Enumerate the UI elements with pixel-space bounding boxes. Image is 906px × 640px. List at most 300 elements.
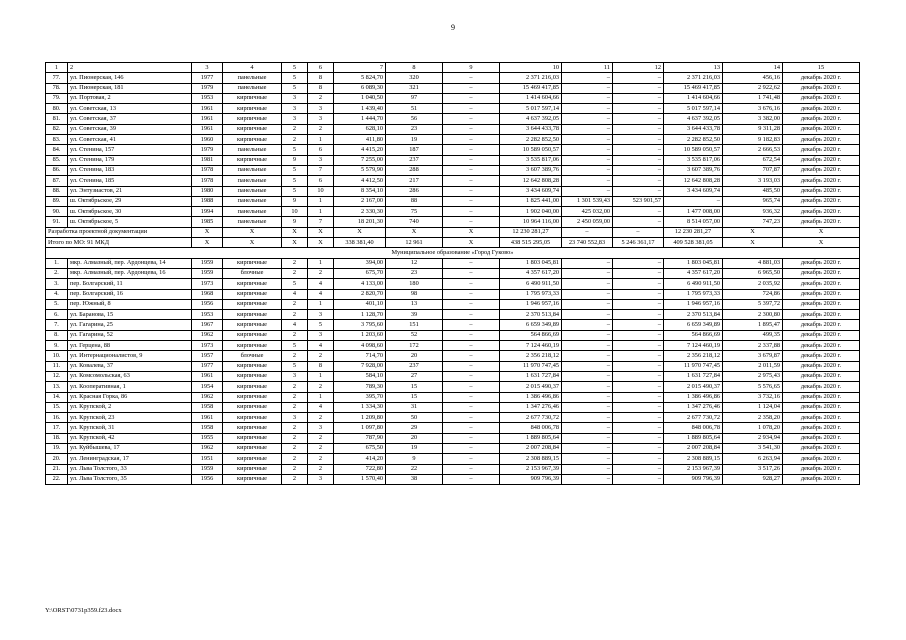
table-cell: 8 514 057,00	[664, 217, 723, 227]
table-cell: 2	[282, 443, 308, 453]
table-cell: кирпичные	[223, 124, 282, 134]
table-cell: декабрь 2020 г.	[783, 268, 860, 278]
table-cell: 237	[386, 361, 443, 371]
table-cell: –	[613, 351, 664, 361]
table-cell: –	[613, 124, 664, 134]
table-cell: –	[562, 176, 613, 186]
table-cell: 2 015 490,37	[500, 382, 562, 392]
table-cell: декабрь 2020 г.	[783, 217, 860, 227]
table-cell: 15 469 417,85	[664, 83, 723, 93]
table-cell: кирпичные	[223, 371, 282, 381]
table-cell: 6	[308, 176, 334, 186]
table-cell: 1 825 441,00	[500, 196, 562, 206]
table-cell: –	[613, 320, 664, 330]
table-cell: 2	[308, 413, 334, 423]
table-cell: 5	[282, 63, 308, 73]
table-cell: кирпичные	[223, 413, 282, 423]
table-row	[46, 114, 860, 124]
table-cell: 1957	[192, 351, 223, 361]
table-cell: 5	[282, 145, 308, 155]
table-row	[46, 371, 860, 381]
table-cell: 2 370 513,84	[500, 310, 562, 320]
table-cell: 13	[386, 299, 443, 309]
table-cell: –	[443, 279, 500, 289]
table-cell: панельные	[223, 196, 282, 206]
table-cell: 6 089,30	[334, 83, 386, 93]
table-cell: Х	[783, 227, 860, 237]
table-cell: –	[443, 443, 500, 453]
table-cell: 2 330,30	[334, 207, 386, 217]
table-cell: 5	[282, 361, 308, 371]
table-cell: декабрь 2020 г.	[783, 371, 860, 381]
table-cell: 23	[386, 268, 443, 278]
table-cell: 4	[308, 402, 334, 412]
table-cell: 4 098,60	[334, 341, 386, 351]
table-cell: 928,27	[723, 474, 783, 484]
table-cell: блочные	[223, 351, 282, 361]
table-cell: 1	[308, 135, 334, 145]
table-cell: 1 741,48	[723, 93, 783, 103]
table-cell: 1 444,70	[334, 114, 386, 124]
table-cell: 584,10	[334, 371, 386, 381]
table-row	[46, 299, 860, 309]
table-cell: ш. Октябрьское, 29	[68, 196, 192, 206]
table-cell: –	[443, 371, 500, 381]
table-cell: –	[562, 279, 613, 289]
table-cell: 15	[386, 382, 443, 392]
table-cell: 4 881,03	[723, 258, 783, 268]
table-cell: Х	[334, 227, 386, 237]
table-cell: –	[613, 361, 664, 371]
table-cell: 1956	[192, 474, 223, 484]
table-cell: 1 795 973,33	[500, 289, 562, 299]
table-cell: 12 230 281,27	[664, 227, 723, 237]
table-cell: 1 803 045,81	[500, 258, 562, 268]
table-cell: 31	[386, 402, 443, 412]
table-cell: –	[443, 433, 500, 443]
table-cell: 4 637 392,05	[664, 114, 723, 124]
table-cell: 1978	[192, 165, 223, 175]
table-cell: блочные	[223, 268, 282, 278]
table-cell: 1	[308, 299, 334, 309]
table-cell: 2 666,53	[723, 145, 783, 155]
table-cell: 1 301 539,43	[562, 196, 613, 206]
table-cell: декабрь 2020 г.	[783, 361, 860, 371]
table-cell: 1 439,40	[334, 104, 386, 114]
table-cell: 523 901,57	[613, 196, 664, 206]
table-cell: ул. Портовая, 2	[68, 93, 192, 103]
table-cell: 27	[386, 371, 443, 381]
table-cell: кирпичные	[223, 310, 282, 320]
table-cell: –	[562, 474, 613, 484]
table-row	[46, 135, 860, 145]
table-cell: 3 644 433,78	[500, 124, 562, 134]
table-cell: 237	[386, 155, 443, 165]
table-cell: 1959	[192, 464, 223, 474]
table-cell: Х	[282, 238, 308, 248]
table-cell: –	[562, 124, 613, 134]
table-cell: –	[443, 382, 500, 392]
table-cell: 2	[308, 433, 334, 443]
municipality-heading-row	[46, 248, 860, 258]
table-cell: 2	[308, 93, 334, 103]
table-cell: 10	[308, 186, 334, 196]
table-cell: 714,70	[334, 351, 386, 361]
table-cell: 2	[282, 258, 308, 268]
table-cell: пер. Болгарский, 11	[68, 279, 192, 289]
table-row	[46, 145, 860, 155]
table-cell: декабрь 2020 г.	[783, 413, 860, 423]
table-cell: –	[562, 258, 613, 268]
table-row	[46, 165, 860, 175]
table-cell: 2 153 967,39	[500, 464, 562, 474]
table-cell: –	[613, 114, 664, 124]
table-cell: 15.	[46, 402, 68, 412]
table-cell: кирпичные	[223, 443, 282, 453]
table-cell: 12 642 808,28	[500, 176, 562, 186]
table-cell: 16.	[46, 413, 68, 423]
table-cell: 6 490 911,50	[500, 279, 562, 289]
table-cell: кирпичные	[223, 361, 282, 371]
table-cell: 1994	[192, 207, 223, 217]
table-cell: Х	[443, 227, 500, 237]
table-cell: 4	[282, 289, 308, 299]
table-cell: 84.	[46, 145, 68, 155]
table-cell: ул. Советская, 37	[68, 114, 192, 124]
table-cell: Х	[783, 238, 860, 248]
table-cell: 3	[308, 310, 334, 320]
table-cell: декабрь 2020 г.	[783, 207, 860, 217]
table-cell: 2	[308, 351, 334, 361]
table-cell: 564 866,69	[500, 330, 562, 340]
table-cell: 4 415,20	[334, 145, 386, 155]
table-cell: –	[613, 382, 664, 392]
table-cell: кирпичные	[223, 464, 282, 474]
table-cell: 10	[282, 207, 308, 217]
table-cell: 2 820,70	[334, 289, 386, 299]
table-row	[46, 454, 860, 464]
table-cell: –	[443, 83, 500, 93]
table-cell: –	[613, 207, 664, 217]
table-cell: мкр. Алмазный, пер. Ардонцева, 16	[68, 268, 192, 278]
table-cell: 5	[282, 341, 308, 351]
table-cell: 5	[282, 186, 308, 196]
table-cell: 3 517,26	[723, 464, 783, 474]
table-row	[46, 279, 860, 289]
table-cell: 3 607 389,76	[500, 165, 562, 175]
table-cell: 1	[308, 392, 334, 402]
table-cell: декабрь 2020 г.	[783, 135, 860, 145]
table-cell: –	[562, 433, 613, 443]
table-cell: 8.	[46, 330, 68, 340]
table-cell: 6 263,94	[723, 454, 783, 464]
table-cell: 56	[386, 114, 443, 124]
table-cell: 2	[282, 299, 308, 309]
table-cell: –	[562, 165, 613, 175]
table-cell: 1978	[192, 176, 223, 186]
table-cell: –	[613, 155, 664, 165]
table-row	[46, 73, 860, 83]
table-cell: –	[562, 114, 613, 124]
table-cell: 90.	[46, 207, 68, 217]
table-cell: 17.	[46, 423, 68, 433]
table-cell: 2 371 216,03	[664, 73, 723, 83]
table-cell: 8	[308, 83, 334, 93]
table-cell: 3	[282, 93, 308, 103]
table-cell: 2	[308, 268, 334, 278]
table-cell: 2	[282, 268, 308, 278]
table-cell: –	[613, 135, 664, 145]
table-cell: –	[562, 392, 613, 402]
table-cell: 2 282 852,50	[664, 135, 723, 145]
table-cell: 2	[282, 392, 308, 402]
table-cell: 87.	[46, 176, 68, 186]
table-row	[46, 392, 860, 402]
table-row	[46, 474, 860, 484]
table-cell: 3 676,16	[723, 104, 783, 114]
table-cell: 2	[282, 474, 308, 484]
table-cell: ул. Ковалева, 37	[68, 361, 192, 371]
table-cell: 172	[386, 341, 443, 351]
table-cell: 1977	[192, 361, 223, 371]
table-cell: 3	[282, 371, 308, 381]
table-cell: 2 153 967,39	[664, 464, 723, 474]
table-cell: 6 659 349,89	[664, 320, 723, 330]
table-cell: 5 397,72	[723, 299, 783, 309]
table-cell: 2 922,62	[723, 83, 783, 93]
table-cell: 2	[68, 63, 192, 73]
table-cell: 14.	[46, 392, 68, 402]
table-cell: 2 450 059,00	[562, 217, 613, 227]
table-cell: –	[562, 145, 613, 155]
table-cell: ул. Льва Толстого, 33	[68, 464, 192, 474]
table-cell: панельные	[223, 145, 282, 155]
table-cell: 1961	[192, 371, 223, 381]
table-cell: –	[562, 341, 613, 351]
table-cell: ул. Герцена, 88	[68, 341, 192, 351]
table-cell: –	[613, 145, 664, 155]
table-row	[46, 258, 860, 268]
table-cell: 5	[282, 83, 308, 93]
table-cell: 1 946 957,16	[664, 299, 723, 309]
table-cell: –	[562, 413, 613, 423]
table-cell: –	[443, 145, 500, 155]
table-cell: 8	[386, 63, 443, 73]
table-cell: 4 133,00	[334, 279, 386, 289]
table-cell: 6 965,50	[723, 268, 783, 278]
table-cell: 3 795,60	[334, 320, 386, 330]
table-cell: –	[443, 186, 500, 196]
table-cell: 1960	[192, 135, 223, 145]
table-cell: 6.	[46, 310, 68, 320]
table-cell: панельные	[223, 73, 282, 83]
table-cell: кирпичные	[223, 474, 282, 484]
table-cell: 1	[308, 371, 334, 381]
table-cell: 81.	[46, 114, 68, 124]
table-cell: 1	[308, 258, 334, 268]
table-cell: 2 035,92	[723, 279, 783, 289]
table-cell: –	[562, 382, 613, 392]
table-cell: 5 246 361,17	[613, 238, 664, 248]
table-cell: 5 576,65	[723, 382, 783, 392]
table-cell: –	[562, 464, 613, 474]
table-cell: 15 469 417,85	[500, 83, 562, 93]
table-cell: –	[613, 165, 664, 175]
table-cell: 3	[282, 114, 308, 124]
table-cell: –	[562, 83, 613, 93]
table-cell: ул. Советская, 13	[68, 104, 192, 114]
table-cell: 19	[386, 135, 443, 145]
table-cell: 2 007 208,84	[500, 443, 562, 453]
table-cell: кирпичные	[223, 104, 282, 114]
table-cell: 9	[386, 454, 443, 464]
table-cell: –	[443, 330, 500, 340]
table-cell: 394,00	[334, 258, 386, 268]
table-cell: 91.	[46, 217, 68, 227]
table-cell: панельные	[223, 176, 282, 186]
housing-repair-table	[45, 62, 860, 485]
table-cell: 1 209,80	[334, 413, 386, 423]
table-cell: –	[562, 443, 613, 453]
table-cell: декабрь 2020 г.	[783, 433, 860, 443]
table-row	[46, 423, 860, 433]
table-cell: –	[613, 186, 664, 196]
table-cell: –	[613, 227, 664, 237]
table-cell: 1953	[192, 93, 223, 103]
table-cell: 82.	[46, 124, 68, 134]
table-cell: 2 011,59	[723, 361, 783, 371]
table-cell: 3	[308, 114, 334, 124]
table-row	[46, 310, 860, 320]
table-cell: –	[443, 93, 500, 103]
table-cell: кирпичные	[223, 114, 282, 124]
table-cell: ш. Октябрьское, 5	[68, 217, 192, 227]
table-cell: декабрь 2020 г.	[783, 114, 860, 124]
table-cell: 15	[783, 63, 860, 73]
table-cell: 707,87	[723, 165, 783, 175]
table-cell: 2 677 730,72	[664, 413, 723, 423]
table-cell: 7 928,00	[334, 361, 386, 371]
table-cell: декабрь 2020 г.	[783, 145, 860, 155]
table-cell: –	[613, 93, 664, 103]
table-cell: 425 032,00	[562, 207, 613, 217]
table-cell: –	[562, 351, 613, 361]
table-cell: 3 382,00	[723, 114, 783, 124]
table-row	[46, 124, 860, 134]
table-row	[46, 289, 860, 299]
table-cell: –	[443, 341, 500, 351]
table-row	[46, 382, 860, 392]
table-cell: 1 570,40	[334, 474, 386, 484]
file-path-footer: Y:\ORST\0731p359.f23.docx	[45, 607, 122, 614]
table-cell: 80.	[46, 104, 68, 114]
table-cell: –	[443, 413, 500, 423]
table-cell: 23 740 552,83	[562, 238, 613, 248]
table-cell: 909 796,39	[500, 474, 562, 484]
page-number: 9	[451, 23, 455, 32]
table-cell: 3 607 389,76	[664, 165, 723, 175]
table-row	[46, 196, 860, 206]
table-cell: 9	[443, 63, 500, 73]
table-cell: 5.	[46, 299, 68, 309]
table-cell: 3 541,30	[723, 443, 783, 453]
table-cell: декабрь 2020 г.	[783, 93, 860, 103]
table-cell: 848 006,78	[664, 423, 723, 433]
table-cell: 672,54	[723, 155, 783, 165]
table-cell: 2	[308, 464, 334, 474]
table-cell: декабрь 2020 г.	[783, 258, 860, 268]
table-cell: 965,74	[723, 196, 783, 206]
table-cell: 2	[282, 310, 308, 320]
table-cell: 83.	[46, 135, 68, 145]
table-cell: 21.	[46, 464, 68, 474]
table-cell: декабрь 2020 г.	[783, 299, 860, 309]
table-cell: ул. Пионерская, 181	[68, 83, 192, 93]
table-cell: 2	[282, 402, 308, 412]
table-cell: 9 311,28	[723, 124, 783, 134]
table-cell: 2 677 730,72	[500, 413, 562, 423]
table-cell: 89.	[46, 196, 68, 206]
table-cell: –	[443, 392, 500, 402]
table-row	[46, 443, 860, 453]
table-cell: 29	[386, 423, 443, 433]
table-cell: 2	[282, 433, 308, 443]
table-cell: 1977	[192, 73, 223, 83]
table-cell: 4.	[46, 289, 68, 299]
table-cell: 2 356 218,12	[664, 351, 723, 361]
table-cell: 98	[386, 289, 443, 299]
table-cell: панельные	[223, 165, 282, 175]
table-cell: 456,16	[723, 73, 783, 83]
table-cell: 1958	[192, 423, 223, 433]
table-cell: –	[443, 464, 500, 474]
table-cell: 1954	[192, 382, 223, 392]
table-cell: –	[443, 423, 500, 433]
table-cell: 23	[386, 124, 443, 134]
table-cell: –	[562, 402, 613, 412]
table-cell: 52	[386, 330, 443, 340]
table-cell: 2	[282, 135, 308, 145]
table-cell: 10.	[46, 351, 68, 361]
table-cell: 2 934,94	[723, 433, 783, 443]
table-cell: –	[443, 155, 500, 165]
table-cell: 628,10	[334, 124, 386, 134]
table-cell: –	[613, 423, 664, 433]
table-cell: 8	[308, 361, 334, 371]
table-row	[46, 402, 860, 412]
table-row	[46, 351, 860, 361]
table-cell: 51	[386, 104, 443, 114]
table-cell: 1 414 604,66	[664, 93, 723, 103]
table-cell: –	[613, 310, 664, 320]
table-cell: –	[562, 73, 613, 83]
table-cell: –	[613, 279, 664, 289]
table-cell: 11.	[46, 361, 68, 371]
table-cell: 3	[308, 330, 334, 340]
table-cell: ул. Гагарина, 52	[68, 330, 192, 340]
table-cell: –	[562, 135, 613, 145]
table-cell: 409 528 381,05	[664, 238, 723, 248]
table-cell: кирпичные	[223, 320, 282, 330]
table-cell: 675,70	[334, 268, 386, 278]
table-row	[46, 104, 860, 114]
table-cell: –	[613, 341, 664, 351]
table-cell: 1.	[46, 258, 68, 268]
table-cell: 5 579,90	[334, 165, 386, 175]
table-cell: 38	[386, 474, 443, 484]
table-cell: ул. Стенина, 183	[68, 165, 192, 175]
table-cell: 19.	[46, 443, 68, 453]
